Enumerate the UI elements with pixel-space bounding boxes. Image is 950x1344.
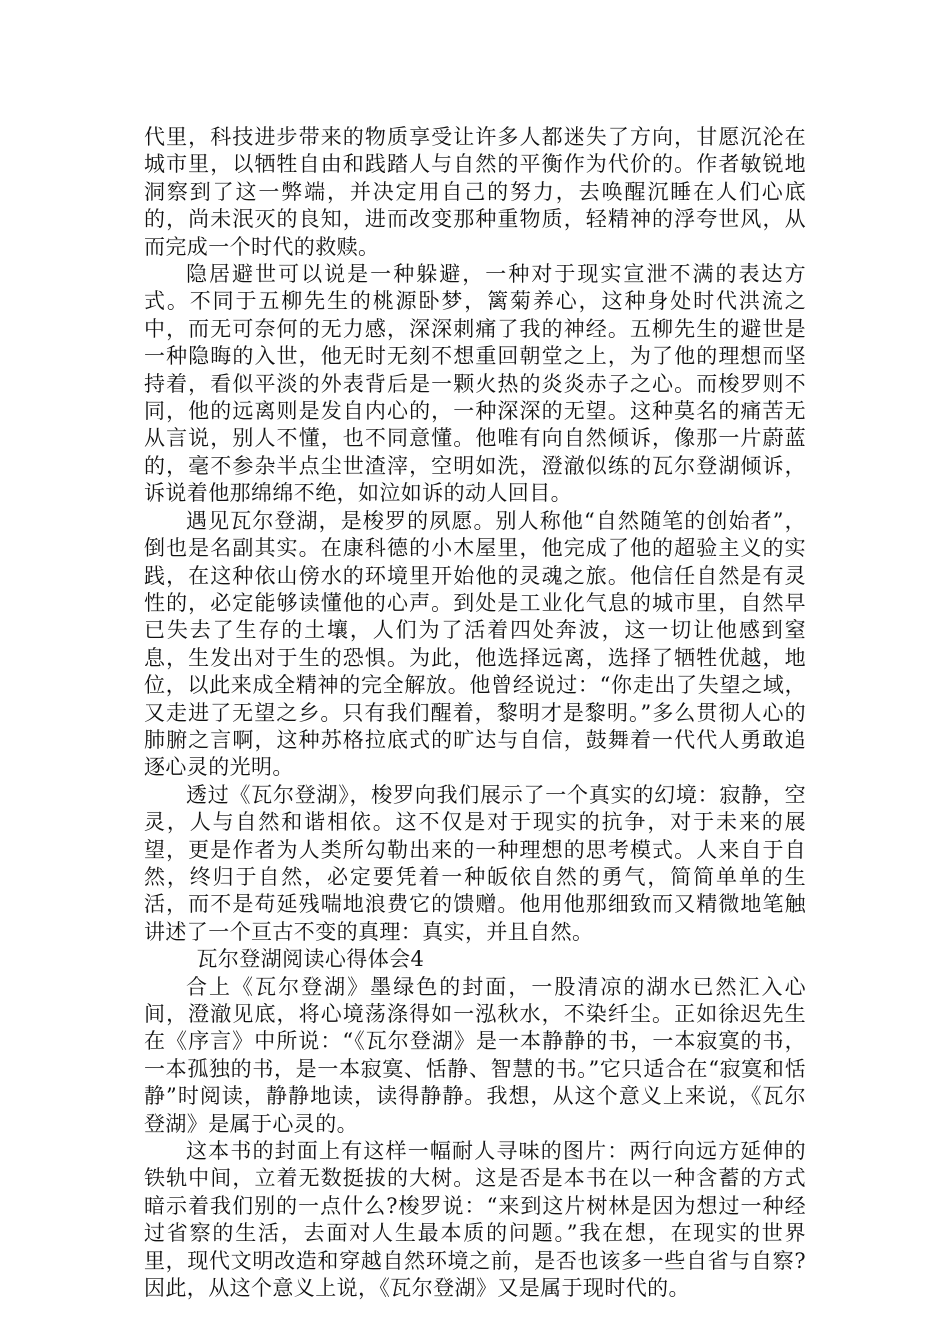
paragraph-3: 遇见瓦尔登湖，是梭罗的夙愿。别人称他“自然随笔的创始者”，倒也是名副其实。在康科德的小木屋里，他完成了他的超验主义的实践，在这种依山傍水的环境里开始他的灵魂之旅。他信任自然是有灵性的，必定能够读懂他的心声。到处是工业化气息的城市里，自然早已失去了生存的土壤，人们为了活着四处奔波，这一切让他感到窒息，生发出对于生的恐惧。为此，他选择远离，选择了牺牲优越，地位，以此来成全精神的完全解放。他曾经说过：“你走出了失望之域，又走进了无望之乡。只有我们醒着，黎明才是黎明。”多么贯彻人心的肺腑之言啊，这种苏格拉底式的旷达与自信，鼓舞着一代代人勇敢追逐心灵的光明。 xyxy=(144,508,806,780)
paragraph-1: 代里，科技进步带来的物质享受让许多人都迷失了方向，甘愿沉沦在城市里，以牺牲自由和践踏人与自然的平衡作为代价的。作者敏锐地洞察到了这一弊端，并决定用自己的努力，去唤醒沉睡在人们心底的，尚未泯灭的良知，进而改变那种重物质，轻精神的浮夸世风，从而完成一个时代的救赎。 xyxy=(144,125,806,259)
paragraph-4: 透过《瓦尔登湖》，梭罗向我们展示了一个真实的幻境：寂静，空灵，人与自然和谐相依。这不仅是对于现实的抗争，对于未来的展望，更是作者为人类所勾勒出来的一种理想的思考模式。人来自于自然，终归于自然，必定要凭着一种皈依自然的勇气，简简单单的生活，而不是苟延残喘地浪费它的馈赠。他用他那细致而又精微地笔触讲述了一个亘古不变的真理：真实，并且自然。 xyxy=(144,782,806,944)
paragraph-2: 隐居避世可以说是一种躲避，一种对于现实宣泄不满的表达方式。不同于五柳先生的桃源卧梦，篱菊养心，这种身处时代洪流之中，而无可奈何的无力感，深深刺痛了我的神经。五柳先生的避世是一种隐晦的入世，他无时无刻不想重回朝堂之上，为了他的理想而坚持着，看似平淡的外表背后是一颗火热的炎炎赤子之心。而梭罗则不同，他的远离则是发自内心的，一种深深的无望。这种莫名的痛苦无从言说，别人不懂，也不同意懂。他唯有向自然倾诉，像那一片蔚蓝的，毫不参杂半点尘世渣滓，空明如洗，澄澈似练的瓦尔登湖倾诉，诉说着他那绵绵不绝，如泣如诉的动人回目。 xyxy=(144,262,806,506)
document-page xyxy=(144,124,806,1302)
section-heading: 瓦尔登湖阅读心得体会4 xyxy=(196,947,425,972)
paragraph-5: 合上《瓦尔登湖》墨绿色的封面，一股清凉的湖水已然汇入心间，澄澈见底，将心境荡涤得如一泓秋水，不染纤尘。正如徐迟先生在《序言》中所说：“《瓦尔登湖》是一本静静的书，一本寂寞的书，一本孤独的书，是一本寂寞、恬静、智慧的书。”它只适合在“寂寞和恬静”时阅读，静静地读，读得静静。我想，从这个意义上来说，《瓦尔登湖》是属于心灵的。 xyxy=(144,974,806,1136)
paragraph-6: 这本书的封面上有这样一幅耐人寻味的图片：两行向远方延伸的铁轨中间，立着无数挺拔的大树。这是否是本书在以一种含蓄的方式暗示着我们别的一点什么?梭罗说：“来到这片树林是因为想过一种经过省察的生活，去面对人生最本质的问题。”我在想，在现实的世界里，现代文明改造和穿越自然环境之前，是否也该多一些自省与自察?因此，从这个意义上说，《瓦尔登湖》又是属于现时代的。 xyxy=(144,1139,806,1301)
